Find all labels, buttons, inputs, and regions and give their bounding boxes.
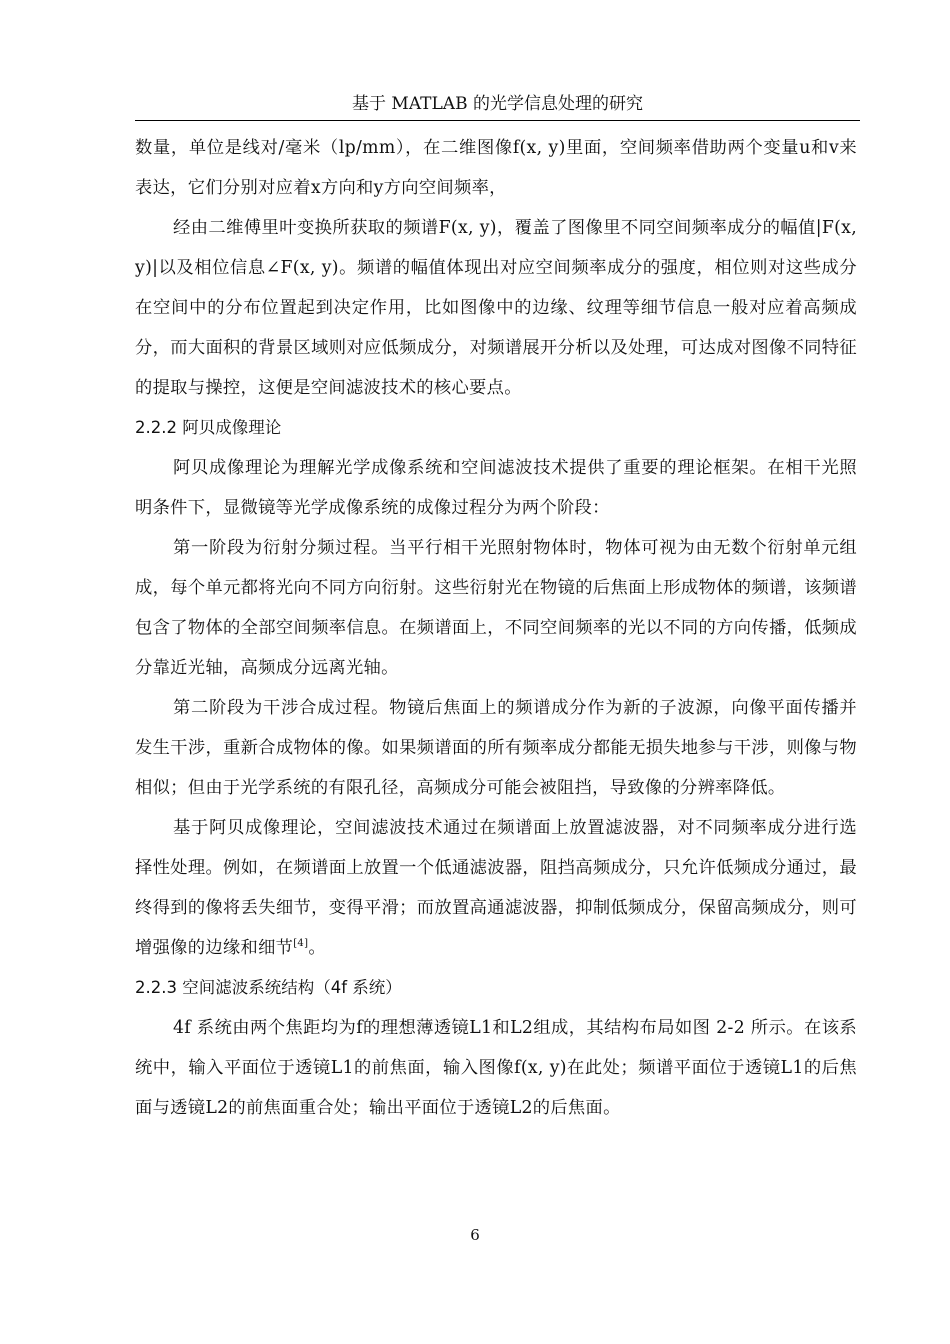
page-number: 6 xyxy=(470,1226,480,1244)
citation-ref: [4] xyxy=(293,938,309,950)
page-body xyxy=(135,128,857,1128)
header-divider xyxy=(135,120,860,121)
paragraph-spatial-filtering-text: 基于阿贝成像理论，空间滤波技术通过在频谱面上放置滤波器，对不同频率成分进行选择性处理。例如，在频谱面上放置一个低通滤波器，阻挡高频成分，只允许低频成分通过，最终得到的像将丢失细节，变得平滑；而放置高通滤波器，抑制低频成分，保留高频成分，则可增强像的边缘和细节 xyxy=(135,818,857,958)
paragraph-abbe-intro: 阿贝成像理论为理解光学成像系统和空间滤波技术提供了重要的理论框架。在相干光照明条件下，显微镜等光学成像系统的成像过程分为两个阶段： xyxy=(135,458,857,518)
paragraph-fourier-spectrum: 经由二维傅里叶变换所获取的频谱F(x, y)，覆盖了图像里不同空间频率成分的幅值|F(x, y)|以及相位信息∠F(x, y)。频谱的幅值体现出对应空间频率成分的强度，相位则对这些成分在空间中的分布位置起到决定作用，比如图像中的边缘、纹理等细节信息一般对应着高频成分，而大面积的背景区域则对应低频成分，对频谱展开分析以及处理，可达成对图像不同特征的提取与操控，这便是空间滤波技术的核心要点。 xyxy=(135,218,857,398)
paragraph-spatial-frequency: 数量，单位是线对/毫米（lp/mm），在二维图像f(x, y)里面，空间频率借助两个变量u和v来表达，它们分别对应着x方向和y方向空间频率， xyxy=(135,138,857,198)
section-heading-abbe: 2.2.2 阿贝成像理论 xyxy=(135,418,282,437)
section-heading-4f: 2.2.3 空间滤波系统结构（4f 系统） xyxy=(135,978,402,997)
paragraph-stage-two: 第二阶段为干涉合成过程。物镜后焦面上的频谱成分作为新的子波源，向像平面传播并发生干涉，重新合成物体的像。如果频谱面的所有频率成分都能无损失地参与干涉，则像与物相似；但由于光学系统的有限孔径，高频成分可能会被阻挡，导致像的分辨率降低。 xyxy=(135,698,857,798)
paragraph-4f-system: 4f 系统由两个焦距均为f的理想薄透镜L1和L2组成，其结构布局如图 2-2 所示。在该系统中，输入平面位于透镜L1的前焦面，输入图像f(x, y)在此处；频谱平面位于透镜L1的后焦面与透镜L2的前焦面重合处；输出平面位于透镜L2的后焦面。 xyxy=(135,1018,857,1118)
paragraph-stage-one: 第一阶段为衍射分频过程。当平行相干光照射物体时，物体可视为由无数个衍射单元组成，每个单元都将光向不同方向衍射。这些衍射光在物镜的后焦面上形成物体的频谱，该频谱包含了物体的全部空间频率信息。在频谱面上，不同空间频率的光以不同的方向传播，低频成分靠近光轴，高频成分远离光轴。 xyxy=(135,538,857,678)
paragraph-end-mark: 。 xyxy=(308,938,326,958)
paragraph-spatial-filtering xyxy=(135,808,857,968)
page-header: 基于 MATLAB 的光学信息处理的研究 xyxy=(352,94,643,114)
